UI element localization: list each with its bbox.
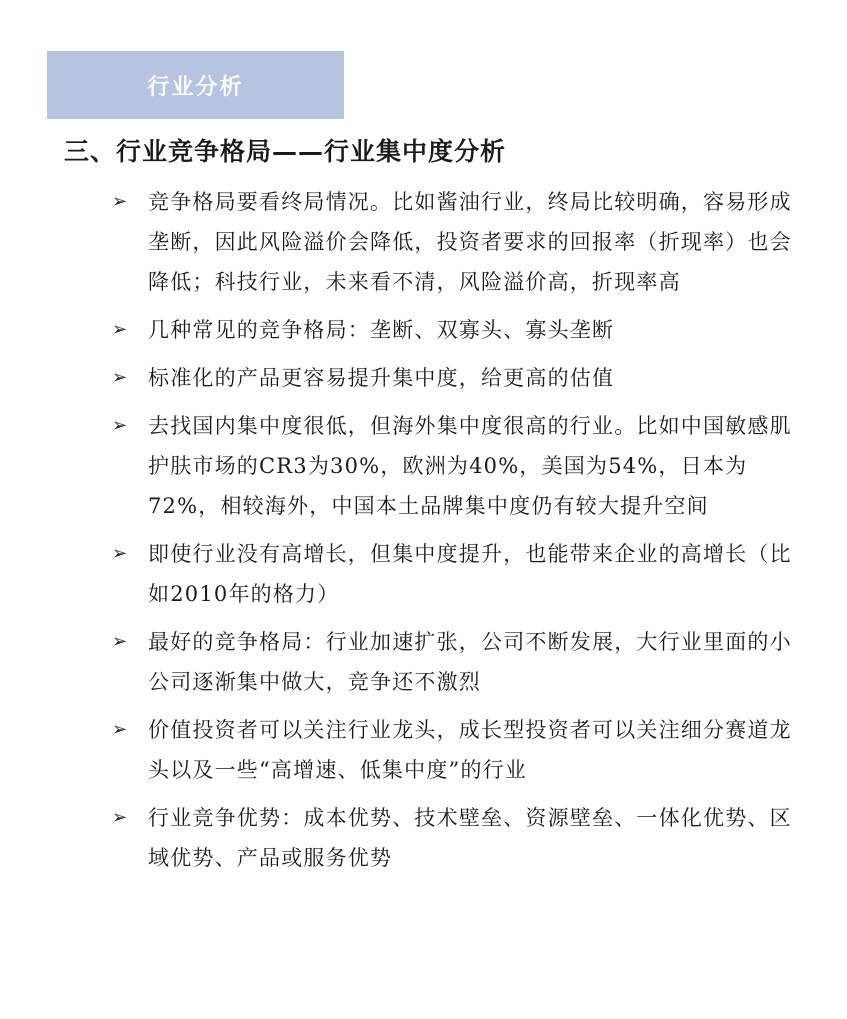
arrow-bullet-icon: ➢ bbox=[112, 367, 128, 388]
arrow-bullet-icon: ➢ bbox=[112, 319, 128, 340]
list-item bbox=[112, 534, 792, 614]
arrow-bullet-icon: ➢ bbox=[112, 807, 128, 828]
bullet-text: 去找国内集中度很低，但海外集中度很高的行业。比如中国敏感肌护肤市场的CR3为30%，欧洲为40%，美国为54%，日本为72%，相较海外，中国本土品牌集中度仍有较大提升空间 bbox=[148, 414, 792, 518]
arrow-bullet-icon: ➢ bbox=[112, 543, 128, 564]
list-item bbox=[112, 622, 792, 702]
bullet-text: 价值投资者可以关注行业龙头，成长型投资者可以关注细分赛道龙头以及一些“高增速、低集中度”的行业 bbox=[148, 718, 792, 782]
bullet-text: 竞争格局要看终局情况。比如酱油行业，终局比较明确，容易形成垄断，因此风险溢价会降低，投资者要求的回报率（折现率）也会降低；科技行业，未来看不清，风险溢价高，折现率高 bbox=[148, 190, 792, 294]
arrow-bullet-icon: ➢ bbox=[112, 719, 128, 740]
bullet-text: 标准化的产品更容易提升集中度，给更高的估值 bbox=[148, 366, 615, 390]
bullet-text: 行业竞争优势：成本优势、技术壁垒、资源壁垒、一体化优势、区域优势、产品或服务优势 bbox=[148, 806, 792, 870]
bullet-text: 即使行业没有高增长，但集中度提升，也能带来企业的高增长（比如2010年的格力） bbox=[148, 542, 792, 606]
list-item bbox=[112, 310, 792, 350]
page-title: 三、行业竞争格局——行业集中度分析 bbox=[64, 137, 507, 166]
list-item bbox=[112, 710, 792, 790]
list-item bbox=[112, 798, 792, 878]
section-tag: 行业分析 bbox=[47, 51, 344, 119]
bullet-text: 几种常见的竞争格局：垄断、双寡头、寡头垄断 bbox=[148, 318, 615, 342]
bullet-list bbox=[112, 182, 792, 886]
list-item bbox=[112, 182, 792, 302]
bullet-text: 最好的竞争格局：行业加速扩张，公司不断发展，大行业里面的小公司逐渐集中做大，竞争还不激烈 bbox=[148, 630, 792, 694]
arrow-bullet-icon: ➢ bbox=[112, 415, 128, 436]
list-item bbox=[112, 406, 792, 526]
list-item bbox=[112, 358, 792, 398]
arrow-bullet-icon: ➢ bbox=[112, 191, 128, 212]
arrow-bullet-icon: ➢ bbox=[112, 631, 128, 652]
